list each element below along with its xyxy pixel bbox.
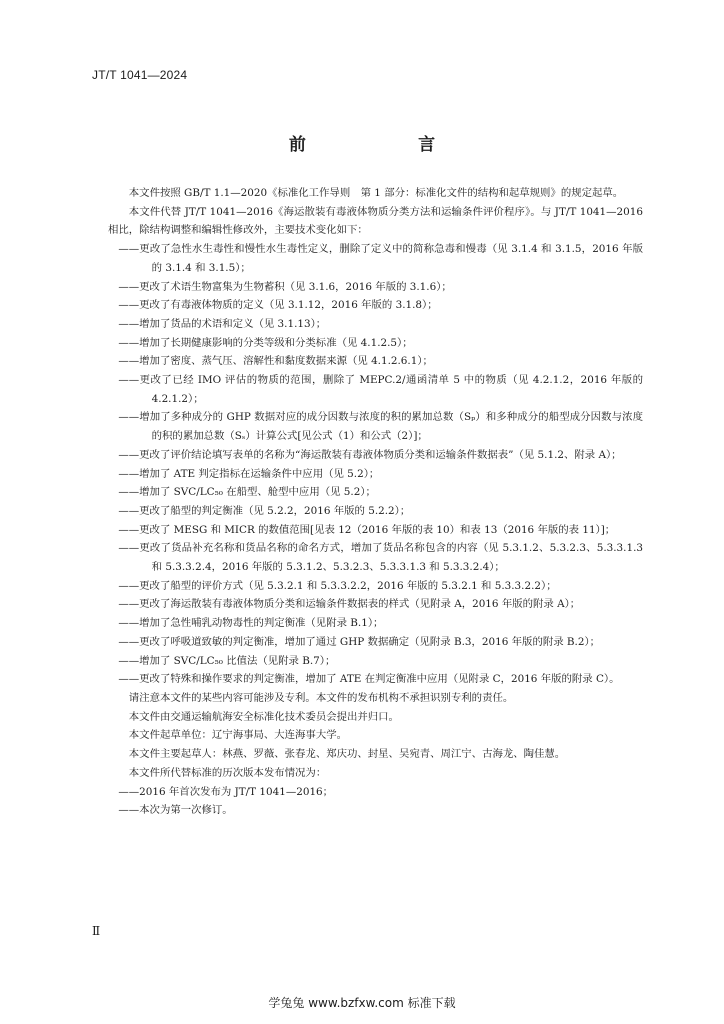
change-item: ——更改了船型的判定衡准（见 5.2.2，2016 年版的 5.2.2）； <box>118 504 411 517</box>
patent-note: 请注意本文件的某些内容可能涉及专利。本文件的发布机构不承担识别专利的责任。 <box>128 691 514 704</box>
change-item: ——更改了已经 IMO 评估的物质的范围，删除了 MEPC.2/通函清单 5 中的物质（见 4.2.1.2，2016 年版的 4.2.1.2）； <box>118 374 643 405</box>
change-item: ——更改了特殊和操作要求的判定衡准，增加了 ATE 在判定衡准中应用（见附录 C，2016 年版的附录 C）。 <box>118 673 620 686</box>
change-item: ——更改了呼吸道致敏的判定衡准，增加了通过 GHP 数据确定（见附录 B.3，2016 年版的附录 B.2）； <box>118 635 601 648</box>
proposer-note: 本文件由交通运输航海安全标准化技术委员会提出并归口。 <box>128 710 399 723</box>
change-item: ——增加了货品的术语和定义（见 3.1.13）； <box>118 317 327 330</box>
drafting-rules-paragraph: 本文件按照 GB/T 1.1—2020《标准化工作导则 第 1 部分：标准化文件的结构和起草规则》的规定起草。 <box>128 187 624 199</box>
change-item: ——增加了长期健康影响的分类等级和分类标准（见 4.1.2.5）； <box>118 336 413 349</box>
change-item: ——更改了有毒液体物质的定义（见 3.1.12，2016 年版的 3.1.8）； <box>118 299 438 312</box>
standard-code-header: JT/T 1041—2024 <box>92 68 188 82</box>
change-item: ——更改了货品补充名称和货品名称的命名方式，增加了货品名称包含的内容（见 5.3.1.2、5.3.2.3、5.3.3.1.3 和 5.3.3.2.4，2016 年版的 5.3.1.2、5.3.2.3、5.3.3.1.3 和 5.3.3.2.4）； <box>118 542 643 574</box>
change-item: ——更改了术语生物富集为生物蓄积（见 3.1.6，2016 年版的 3.1.6）； <box>118 280 452 293</box>
page-title: 前 言 <box>288 135 483 155</box>
change-item: ——增加了 ATE 判定指标在运输条件中应用（见 5.2）； <box>118 467 380 480</box>
drafting-units-note: 本文件起草单位：辽宁海事局、大连海事大学。 <box>128 729 347 742</box>
change-item: ——增加了急性哺乳动物毒性的判定衡准（见附录 B.1）； <box>118 617 384 630</box>
page-number: Ⅱ <box>92 924 101 938</box>
change-item: ——更改了船型的评价方式（见 5.3.2.1 和 5.3.3.2.2，2016 年版的 5.3.2.1 和 5.3.3.2.2）； <box>118 579 557 592</box>
drafters-note: 本文件主要起草人：林燕、罗薇、张春龙、郑庆功、封星、吴宛青、周江宁、古海龙、陶佳慧。 <box>128 748 566 761</box>
history-item: ——2016 年首次发布为 JT/T 1041—2016； <box>118 785 334 798</box>
change-item: ——增加了 SVC/LC₅₀ 在船型、舱型中应用（见 5.2）； <box>118 486 376 499</box>
change-item: ——增加了密度、蒸气压、溶解性和黏度数据来源（见 4.1.2.6.1）； <box>118 355 433 368</box>
change-item: ——增加了 SVC/LC₅₀ 比值法（见附录 B.7）； <box>118 654 336 667</box>
change-item: ——更改了 MESG 和 MICR 的数值范围[见表 12（2016 年版的表 10）和表 13（2016 年版的表 11）]； <box>118 523 616 536</box>
watermark-text: 学兔兔 www.bzfxw.com 标准下载 <box>268 996 456 1010</box>
foreword-body <box>108 184 643 820</box>
change-item: ——更改了海运散装有毒液体物质分类和运输条件数据表的样式（见附录 A，2016 年版的附录 A）； <box>118 598 581 611</box>
history-item: ——本次为第一次修订。 <box>118 804 233 817</box>
change-item: ——更改了评价结论填写表单的名称为“海运散装有毒液体物质分类和运输条件数据表”（见 5.1.2、附录 A）； <box>118 448 622 461</box>
change-item: ——增加了多种成分的 GHP 数据对应的成分因数与浓度的积的累加总数（Sₚ）和多种成分的船型成分因数与浓度的积的累加总数（Sₛ）计算公式[见公式（1）和公式（2）]； <box>118 411 643 443</box>
history-heading-note: 本文件所代替标准的历次版本发布情况为： <box>128 766 327 779</box>
replacement-paragraph: 本文件代替 JT/T 1041—2016《海运散装有毒液体物质分类方法和运输条件评价程序》。与 JT/T 1041—2016 相比，除结构调整和编辑性修改外，主要技术变化如下： <box>108 205 643 237</box>
change-item: ——更改了急性水生毒性和慢性水生毒性定义，删除了定义中的简称急毒和慢毒（见 3.1.4 和 3.1.5，2016 年版的 3.1.4 和 3.1.5）； <box>118 243 643 274</box>
